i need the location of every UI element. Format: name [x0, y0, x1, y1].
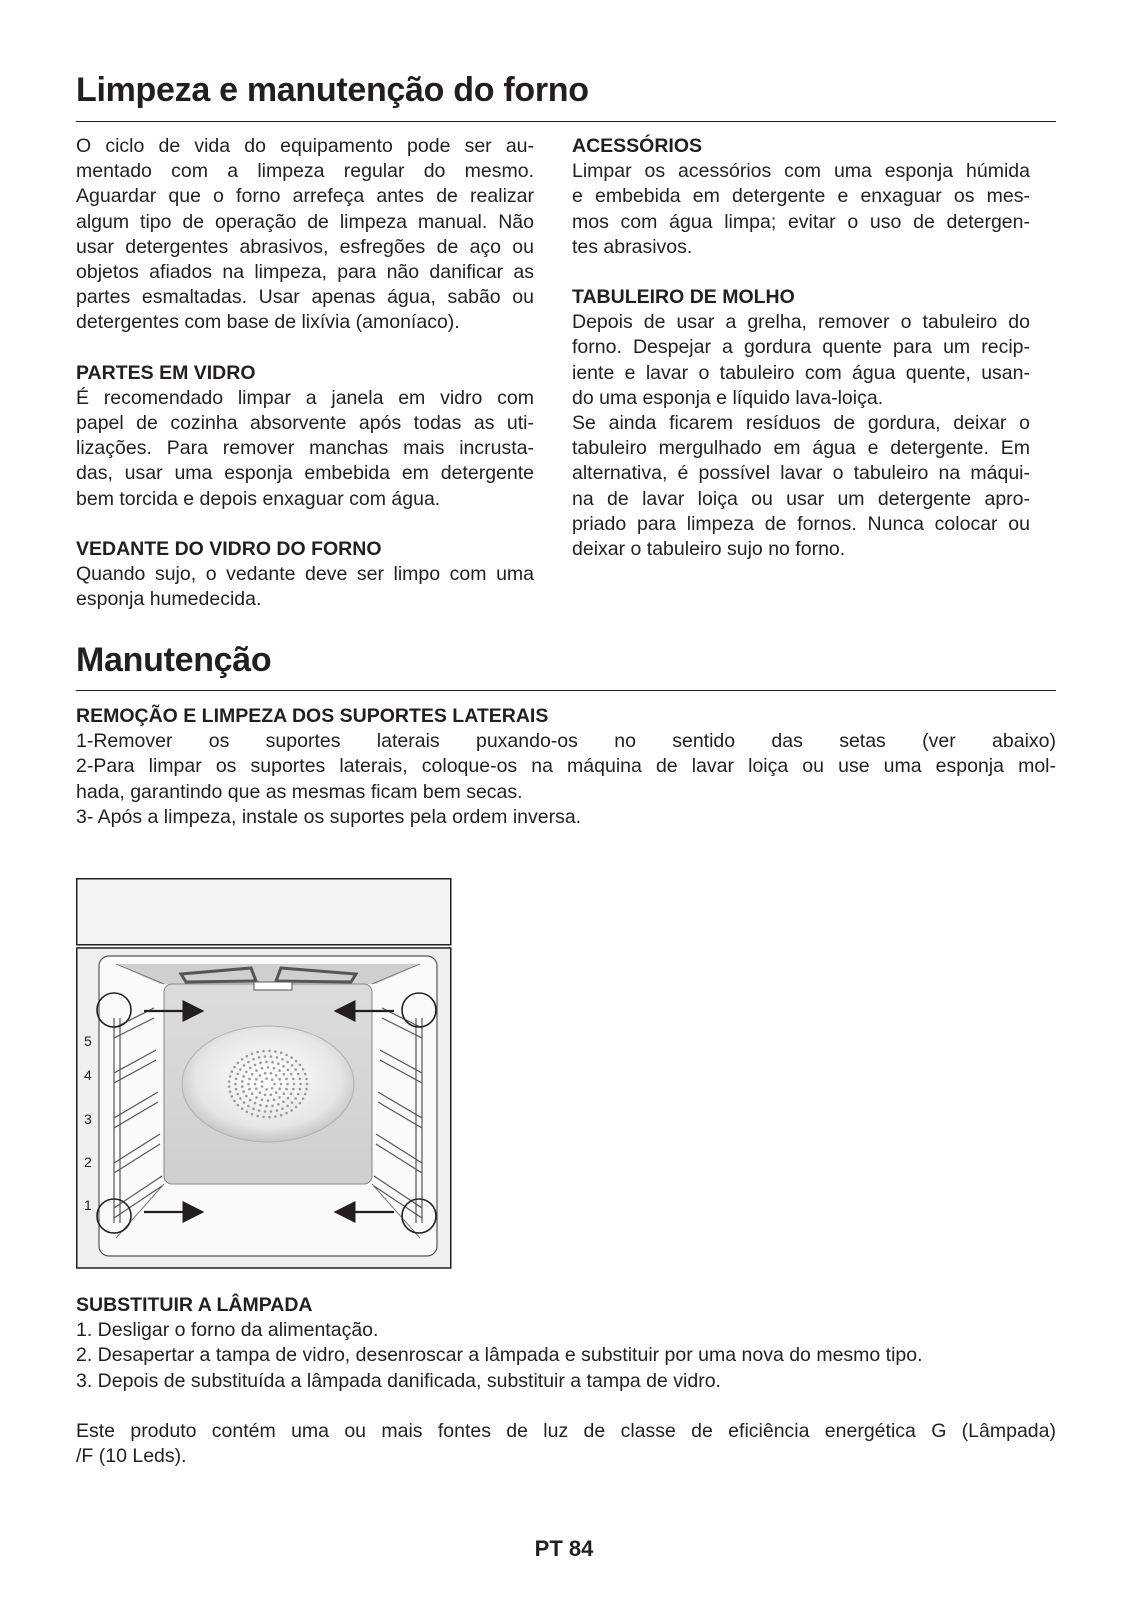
fan-grill-hole — [297, 1093, 300, 1096]
fan-grill-hole — [265, 1061, 268, 1064]
glass-line: lizações. Para remover manchas mais incrusta- — [76, 437, 534, 460]
accessories-line: Limpar os acessórios com uma esponja húmida — [572, 160, 1030, 183]
fan-grill-hole — [242, 1075, 245, 1078]
fan-grill-hole — [262, 1050, 265, 1053]
seal-line: esponja humedecida. — [76, 588, 262, 611]
tray-line: na de lavar loiça ou usar um detergente apro- — [572, 487, 1030, 510]
maintenance-title: Manutenção — [76, 641, 272, 679]
fan-grill-hole — [286, 1105, 289, 1108]
seal-line: Quando sujo, o vedante deve ser limpo com uma — [76, 563, 534, 586]
fan-grill-hole — [255, 1078, 258, 1081]
intro-line: algum tipo de operação de limpeza manual. Não — [76, 210, 534, 233]
fan-grill-hole — [290, 1093, 293, 1096]
fan-grill-hole — [278, 1096, 281, 1099]
intro-line: Aguardar que o forno arrefeça antes de realizar — [76, 185, 534, 208]
rack-level-label: 1 — [84, 1197, 92, 1213]
tray-line: deixar o tabuleiro sujo no forno. — [572, 538, 846, 561]
tray-section — [572, 285, 1030, 562]
left-column — [76, 134, 534, 637]
fan-grill-hole — [285, 1088, 288, 1091]
fan-grill-hole — [234, 1083, 237, 1086]
lamp-step-2: 2. Desapertar a tampa de vidro, desenroscar a lâmpada e substituir por uma nova do mesmo tipo. — [76, 1344, 923, 1367]
fan-grill-hole — [287, 1097, 290, 1100]
fan-grill-hole — [278, 1078, 281, 1081]
supports-step-3: 3- Após a limpeza, instale os suportes pela ordem inversa. — [76, 805, 582, 828]
oven-diagram-svg — [76, 878, 460, 1278]
fan-grill-hole — [295, 1106, 298, 1109]
fan-grill-hole — [282, 1065, 285, 1068]
fan-cover — [182, 1026, 354, 1142]
fan-grill-hole — [233, 1066, 236, 1069]
fan-grill-hole — [291, 1064, 294, 1067]
fan-grill-hole — [287, 1069, 290, 1072]
fan-grill-hole — [254, 1083, 257, 1086]
tray-line: Se ainda ficarem resíduos de gordura, deixar o — [572, 412, 1030, 435]
fan-grill-hole — [273, 1099, 276, 1102]
rack-level-label: 4 — [84, 1067, 92, 1083]
lamp-step-3: 3. Depois de substituída a lâmpada danificada, substituir a tampa de vidro. — [76, 1369, 721, 1392]
glass-line: bem torcida e depois enxaguar com água. — [76, 487, 441, 510]
fan-grill-hole — [231, 1095, 234, 1098]
supports-heading: REMOÇÃO E LIMPEZA DOS SUPORTES LATERAIS — [76, 705, 549, 727]
tray-heading: TABULEIRO DE MOLHO — [572, 286, 795, 309]
fan-grill-hole — [281, 1107, 284, 1110]
fan-grill-hole — [274, 1050, 277, 1053]
fan-grill-hole — [268, 1116, 271, 1119]
intro-paragraph — [76, 134, 534, 336]
fan-grill-hole — [286, 1083, 289, 1086]
accessories-line: tes abrasivos. — [572, 235, 693, 258]
fan-grill-hole — [285, 1078, 288, 1081]
fan-grill-hole — [299, 1083, 302, 1086]
seal-heading: VEDANTE DO VIDRO DO FORNO — [76, 537, 382, 560]
fan-grill-hole — [270, 1110, 273, 1113]
fan-grill-hole — [295, 1060, 298, 1063]
fan-grill-hole — [265, 1088, 268, 1091]
tray-line: do uma esponja e líquido lava-loiça. — [572, 386, 884, 409]
fan-grill-hole — [247, 1105, 250, 1108]
fan-grill-hole — [261, 1067, 264, 1070]
fan-grill-hole — [259, 1062, 262, 1065]
fan-grill-hole — [280, 1083, 283, 1086]
fan-grill-hole — [290, 1056, 293, 1059]
fan-grill-hole — [302, 1097, 305, 1100]
page-number: PT 84 — [534, 1536, 594, 1561]
fan-grill-hole — [246, 1055, 249, 1058]
rack-level-label: 3 — [84, 1111, 92, 1127]
fan-grill-hole — [237, 1104, 240, 1107]
fan-grill-hole — [306, 1083, 309, 1086]
fan-grill-hole — [246, 1111, 249, 1114]
cavity-ceiling — [116, 964, 420, 984]
fan-grill-hole — [305, 1078, 308, 1081]
fan-grill-hole — [261, 1085, 264, 1088]
fan-grill-hole — [299, 1102, 302, 1105]
fan-grill-hole — [252, 1107, 255, 1110]
fan-grill-hole — [258, 1056, 261, 1059]
fan-grill-hole — [291, 1101, 294, 1104]
fan-grill-hole — [255, 1069, 258, 1072]
fan-grill-hole — [264, 1094, 267, 1097]
fan-grill-hole — [271, 1078, 274, 1081]
fan-grill-hole — [248, 1088, 251, 1091]
fan-grill-hole — [276, 1109, 279, 1112]
fan-grill-hole — [254, 1102, 257, 1105]
maintenance-rule — [76, 690, 1056, 691]
fan-grill-hole — [285, 1054, 288, 1057]
rack-level-label: 2 — [84, 1154, 92, 1170]
fan-grill-hole — [305, 1088, 308, 1091]
accessories-heading: ACESSÓRIOS — [572, 135, 703, 157]
fan-grill-hole — [228, 1080, 231, 1083]
fan-grill-hole — [252, 1058, 255, 1061]
tray-line: alternativa, é possível lavar o tabuleiro na máqui- — [572, 462, 1030, 485]
fan-grill-hole — [235, 1078, 238, 1081]
oven-diagram — [76, 878, 460, 1278]
fan-grill-hole — [293, 1083, 296, 1086]
lamp-housing — [254, 982, 292, 990]
fan-grill-hole — [271, 1087, 274, 1090]
fan-grill-hole — [292, 1078, 295, 1081]
fan-grill-hole — [241, 1080, 244, 1083]
fan-grill-hole — [267, 1066, 270, 1069]
fan-grill-hole — [286, 1061, 289, 1064]
fan-grill-hole — [275, 1074, 278, 1077]
fan-grill-hole — [245, 1071, 248, 1074]
fan-grill-hole — [256, 1115, 259, 1118]
fan-grill-hole — [290, 1073, 293, 1076]
fan-grill-hole — [270, 1072, 273, 1075]
fan-grill-hole — [270, 1055, 273, 1058]
fan-grill-hole — [241, 1107, 244, 1110]
fan-grill-hole — [243, 1064, 246, 1067]
lamp-step-1: 1. Desligar o forno da alimentação. — [76, 1319, 379, 1342]
intro-line: O ciclo de vida do equipamento pode ser au- — [76, 135, 534, 157]
glass-line: das, usar uma esponja embebida em detergente — [76, 462, 534, 485]
page-title: Limpeza e manutenção do forno — [76, 71, 589, 109]
fan-grill-hole — [256, 1051, 259, 1054]
fan-grill-hole — [247, 1061, 250, 1064]
tray-line: tabuleiro mergulhado em água e detergente. Em — [572, 437, 1030, 460]
intro-line: objetos afiados na limpeza, para não danificar as — [76, 261, 534, 284]
energy-note — [76, 1419, 1056, 1469]
intro-line: mentado com a limpeza regular do mesmo. — [76, 160, 534, 183]
accessories-line: e embebida em detergente e enxaguar os mes- — [572, 185, 1030, 208]
glass-line: papel de cozinha absorvente após todas as uti- — [76, 412, 534, 435]
glass-heading: PARTES EM VIDRO — [76, 361, 256, 384]
fan-grill-hole — [229, 1090, 232, 1093]
fan-grill-hole — [228, 1085, 231, 1088]
fan-grill-hole — [294, 1097, 297, 1100]
accessories-section — [572, 134, 1030, 260]
fan-grill-hole — [231, 1070, 234, 1073]
fan-grill-hole — [273, 1067, 276, 1070]
fan-grill-hole — [276, 1056, 279, 1059]
fan-grill-hole — [251, 1073, 254, 1076]
fan-grill-hole — [241, 1058, 244, 1061]
supports-step-2-cont: hada, garantindo que as mesmas ficam bem secas. — [76, 780, 523, 803]
fan-grill-hole — [259, 1104, 262, 1107]
rack-level-label: 5 — [84, 1033, 92, 1049]
fan-grill-hole — [236, 1093, 239, 1096]
tray-line: iente e lavar o tabuleiro com água quente, usan- — [572, 361, 1030, 384]
fan-grill-hole — [247, 1083, 250, 1086]
fan-grill-hole — [243, 1101, 246, 1104]
fan-grill-hole — [304, 1093, 307, 1096]
fan-grill-hole — [271, 1061, 274, 1064]
fan-grill-hole — [297, 1073, 300, 1076]
fan-grill-hole — [264, 1110, 267, 1113]
fan-grill-hole — [254, 1064, 257, 1067]
fan-grill-hole — [242, 1090, 245, 1093]
fan-grill-hole — [278, 1088, 281, 1091]
fan-grill-hole — [249, 1067, 252, 1070]
fan-grill-hole — [229, 1075, 232, 1078]
fan-grill-hole — [299, 1078, 302, 1081]
supports-section — [76, 704, 1056, 830]
fan-grill-hole — [299, 1064, 302, 1067]
control-panel — [77, 879, 451, 945]
tray-line: Depois de usar a grelha, remover o tabuleiro do — [572, 311, 1030, 334]
fan-grill-hole — [278, 1069, 281, 1072]
fan-grill-hole — [302, 1068, 305, 1071]
fan-grill-hole — [274, 1115, 277, 1118]
lamp-section — [76, 1293, 1056, 1394]
fan-grill-hole — [265, 1077, 268, 1080]
fan-grill-hole — [241, 1085, 244, 1088]
energy-note-line: Este produto contém uma ou mais fontes de luz de classe de eficiência energética G (Lâmpada) — [76, 1420, 1056, 1442]
tray-line: priado para limpeza de fornos. Nunca colocar ou — [572, 512, 1030, 535]
lamp-heading: SUBSTITUIR A LÂMPADA — [76, 1294, 313, 1316]
intro-line: usar detergentes abrasivos, esfregões de aço ou — [76, 235, 534, 258]
fan-grill-hole — [251, 1092, 254, 1095]
fan-grill-hole — [245, 1095, 248, 1098]
fan-grill-hole — [281, 1058, 284, 1061]
fan-grill-hole — [265, 1105, 268, 1108]
fan-grill-hole — [304, 1073, 307, 1076]
fan-grill-hole — [283, 1073, 286, 1076]
intro-line: detergentes com base de lixívia (amoníaco). — [76, 311, 460, 334]
fan-grill-hole — [285, 1112, 288, 1115]
fan-grill-hole — [275, 1091, 278, 1094]
fan-grill-hole — [239, 1068, 242, 1071]
fan-grill-hole — [280, 1052, 283, 1055]
fan-grill-hole — [249, 1099, 252, 1102]
fan-grill-hole — [262, 1116, 265, 1119]
supports-step-2: 2-Para limpar os suportes laterais, coloque-os na máquina de lavar loiça ou use uma esponja mol- — [76, 755, 1056, 778]
fan-grill-hole — [261, 1080, 264, 1083]
fan-grill-hole — [248, 1078, 251, 1081]
fan-grill-hole — [277, 1062, 280, 1065]
fan-grill-hole — [280, 1114, 283, 1117]
tray-line: forno. Despejar a gordura quente para um recip- — [572, 336, 1030, 359]
fan-grill-hole — [267, 1099, 270, 1102]
fan-grill-hole — [273, 1083, 276, 1086]
fan-grill-hole — [271, 1105, 274, 1108]
fan-grill-hole — [255, 1096, 258, 1099]
glass-section — [76, 361, 534, 512]
fan-grill-hole — [235, 1088, 238, 1091]
accessories-line: mos com água limpa; evitar o uso de detergen- — [572, 210, 1030, 233]
supports-step-1: 1-Remover os suportes laterais puxando-os no sentido das setas (ver abaixo) — [76, 730, 1056, 753]
fan-grill-hole — [277, 1103, 280, 1106]
fan-grill-hole — [261, 1099, 264, 1102]
fan-grill-hole — [259, 1074, 262, 1077]
title-rule — [76, 121, 1056, 122]
fan-grill-hole — [290, 1109, 293, 1112]
right-column — [572, 134, 1030, 587]
fan-grill-hole — [299, 1088, 302, 1091]
energy-note-line: /F (10 Leds). — [76, 1445, 187, 1468]
fan-grill-hole — [270, 1094, 273, 1097]
fan-grill-hole — [239, 1097, 242, 1100]
fan-grill-hole — [268, 1050, 271, 1053]
fan-grill-hole — [264, 1072, 267, 1075]
fan-grill-hole — [251, 1053, 254, 1056]
fan-grill-hole — [233, 1100, 236, 1103]
fan-grill-hole — [236, 1073, 239, 1076]
intro-line: partes esmaltadas. Usar apenas água, sabão ou — [76, 286, 534, 309]
fan-grill-hole — [283, 1092, 286, 1095]
fan-grill-hole — [237, 1062, 240, 1065]
fan-grill-hole — [258, 1109, 261, 1112]
fan-grill-hole — [255, 1088, 258, 1091]
fan-grill-hole — [282, 1100, 285, 1103]
fan-grill-hole — [259, 1091, 262, 1094]
glass-line: É recomendado limpar a janela em vidro com — [76, 386, 534, 409]
fan-grill-hole — [264, 1055, 267, 1058]
fan-grill-hole — [294, 1068, 297, 1071]
fan-grill-hole — [292, 1088, 295, 1091]
fan-grill-hole — [251, 1113, 254, 1116]
seal-section — [76, 537, 534, 613]
